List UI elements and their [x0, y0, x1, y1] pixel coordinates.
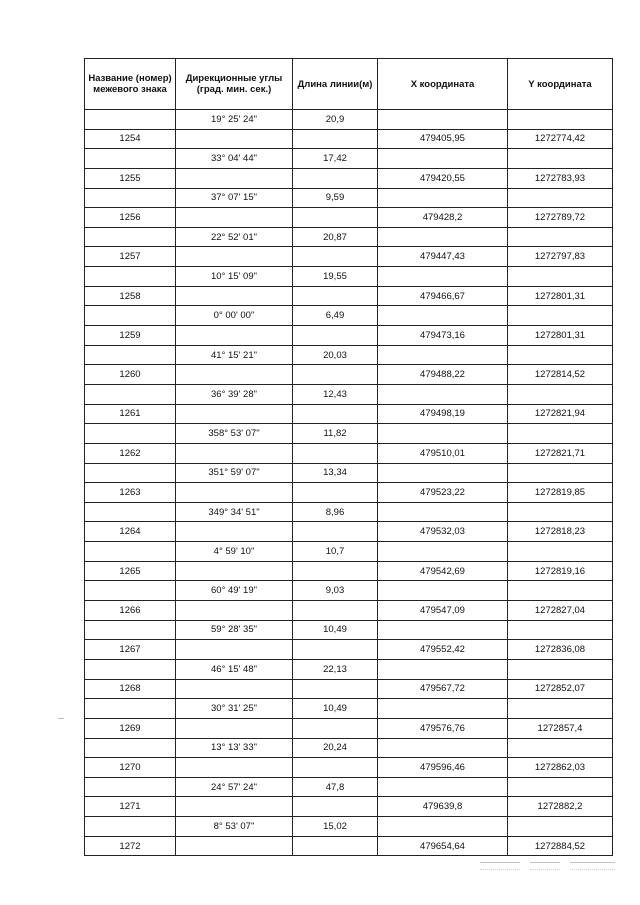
table-row — [85, 149, 613, 169]
cell-mark-name: 1258 — [85, 286, 176, 306]
cell-mark-name — [85, 463, 176, 483]
cell-mark-name: 1256 — [85, 208, 176, 228]
table-row — [85, 659, 613, 679]
cell-y-coordinate: 1272821,94 — [508, 404, 613, 424]
cell-x-coordinate: 479498,19 — [378, 404, 508, 424]
cell-mark-name: 1260 — [85, 365, 176, 385]
cell-x-coordinate: 479466,67 — [378, 286, 508, 306]
cell-direction-angle — [176, 168, 293, 188]
cell-direction-angle: 37° 07' 15" — [176, 188, 293, 208]
faint-stamp-mark — [480, 856, 620, 874]
cell-mark-name — [85, 227, 176, 247]
cell-y-coordinate: 1272857,4 — [508, 718, 613, 738]
cell-mark-name — [85, 502, 176, 522]
cell-direction-angle: 0° 00' 00" — [176, 306, 293, 326]
table-row — [85, 286, 613, 306]
cell-x-coordinate — [378, 306, 508, 326]
cell-mark-name — [85, 738, 176, 758]
cell-mark-name: 1268 — [85, 679, 176, 699]
cell-y-coordinate — [508, 384, 613, 404]
cell-mark-name — [85, 659, 176, 679]
cell-direction-angle: 358° 53' 07" — [176, 424, 293, 444]
cell-mark-name: 1263 — [85, 483, 176, 503]
cell-y-coordinate — [508, 227, 613, 247]
cell-y-coordinate — [508, 581, 613, 601]
cell-line-length: 12,43 — [293, 384, 378, 404]
table-row — [85, 208, 613, 228]
cell-mark-name: 1261 — [85, 404, 176, 424]
table-body — [85, 110, 613, 856]
cell-line-length — [293, 640, 378, 660]
cell-direction-angle: 22° 52' 01" — [176, 227, 293, 247]
cell-x-coordinate — [378, 227, 508, 247]
table-row — [85, 463, 613, 483]
cell-y-coordinate: 1272797,83 — [508, 247, 613, 267]
cell-y-coordinate — [508, 463, 613, 483]
cell-line-length: 19,55 — [293, 267, 378, 287]
cell-line-length: 13,34 — [293, 463, 378, 483]
table-row — [85, 581, 613, 601]
cell-x-coordinate: 479552,42 — [378, 640, 508, 660]
document-sheet — [84, 58, 612, 856]
cell-line-length: 11,82 — [293, 424, 378, 444]
cell-mark-name — [85, 542, 176, 562]
cell-line-length: 10,7 — [293, 542, 378, 562]
cell-direction-angle: 59° 28' 35" — [176, 620, 293, 640]
cell-mark-name — [85, 384, 176, 404]
cell-mark-name — [85, 777, 176, 797]
cell-line-length — [293, 443, 378, 463]
table-row — [85, 679, 613, 699]
cell-y-coordinate: 1272789,72 — [508, 208, 613, 228]
cell-line-length — [293, 286, 378, 306]
cell-line-length: 9,03 — [293, 581, 378, 601]
cell-mark-name: 1264 — [85, 522, 176, 542]
cell-line-length: 20,87 — [293, 227, 378, 247]
cell-line-length — [293, 718, 378, 738]
cell-y-coordinate — [508, 659, 613, 679]
cell-mark-name — [85, 424, 176, 444]
cell-line-length — [293, 129, 378, 149]
cell-direction-angle: 30° 31' 25" — [176, 699, 293, 719]
cell-mark-name: 1262 — [85, 443, 176, 463]
cell-mark-name — [85, 620, 176, 640]
cell-mark-name — [85, 267, 176, 287]
cell-line-length — [293, 679, 378, 699]
header-mark-name: Название (номер) межевого знака — [85, 59, 176, 110]
cell-direction-angle — [176, 365, 293, 385]
table-row — [85, 483, 613, 503]
cell-mark-name: 1257 — [85, 247, 176, 267]
cell-x-coordinate: 479405,95 — [378, 129, 508, 149]
cell-x-coordinate — [378, 267, 508, 287]
cell-y-coordinate: 1272774,42 — [508, 129, 613, 149]
cell-line-length — [293, 326, 378, 346]
cell-mark-name: 1254 — [85, 129, 176, 149]
cell-direction-angle: 24° 57' 24" — [176, 777, 293, 797]
cell-direction-angle: 46° 15' 48" — [176, 659, 293, 679]
table-row — [85, 384, 613, 404]
cell-x-coordinate: 479542,69 — [378, 561, 508, 581]
cell-direction-angle — [176, 797, 293, 817]
table-header-row — [85, 59, 613, 110]
cell-direction-angle — [176, 718, 293, 738]
table-row — [85, 777, 613, 797]
table-row — [85, 129, 613, 149]
cell-x-coordinate — [378, 699, 508, 719]
cell-line-length — [293, 836, 378, 856]
cell-line-length — [293, 522, 378, 542]
cell-direction-angle: 33° 04' 44" — [176, 149, 293, 169]
table-row — [85, 601, 613, 621]
table-row — [85, 227, 613, 247]
cell-line-length: 20,03 — [293, 345, 378, 365]
cell-direction-angle — [176, 561, 293, 581]
cell-x-coordinate: 479420,55 — [378, 168, 508, 188]
cell-y-coordinate: 1272818,23 — [508, 522, 613, 542]
cell-x-coordinate — [378, 110, 508, 130]
cell-mark-name — [85, 110, 176, 130]
cell-mark-name: 1271 — [85, 797, 176, 817]
cell-x-coordinate — [378, 463, 508, 483]
cell-x-coordinate: 479596,46 — [378, 758, 508, 778]
cell-x-coordinate: 479547,09 — [378, 601, 508, 621]
cell-direction-angle — [176, 601, 293, 621]
cell-mark-name — [85, 817, 176, 837]
cell-y-coordinate: 1272801,31 — [508, 286, 613, 306]
cell-y-coordinate — [508, 306, 613, 326]
cell-x-coordinate — [378, 424, 508, 444]
cell-line-length — [293, 168, 378, 188]
cell-line-length: 20,9 — [293, 110, 378, 130]
cell-mark-name: 1267 — [85, 640, 176, 660]
cell-mark-name — [85, 581, 176, 601]
header-x-coordinate: X координата — [378, 59, 508, 110]
header-y-coordinate: Y координата — [508, 59, 613, 110]
cell-y-coordinate: 1272783,93 — [508, 168, 613, 188]
cell-x-coordinate — [378, 620, 508, 640]
cell-line-length — [293, 758, 378, 778]
cell-x-coordinate: 479523,22 — [378, 483, 508, 503]
cell-direction-angle — [176, 836, 293, 856]
cell-y-coordinate — [508, 188, 613, 208]
cell-direction-angle — [176, 208, 293, 228]
cell-line-length: 17,42 — [293, 149, 378, 169]
cell-direction-angle: 10° 15' 09" — [176, 267, 293, 287]
cell-y-coordinate: 1272819,85 — [508, 483, 613, 503]
margin-mark — [58, 718, 64, 719]
cell-line-length: 20,24 — [293, 738, 378, 758]
header-line-length: Длина линии(м) — [293, 59, 378, 110]
cell-mark-name: 1272 — [85, 836, 176, 856]
cell-y-coordinate — [508, 699, 613, 719]
cell-x-coordinate — [378, 188, 508, 208]
table-row — [85, 797, 613, 817]
cell-direction-angle: 60° 49' 19" — [176, 581, 293, 601]
cell-y-coordinate — [508, 110, 613, 130]
table-row — [85, 542, 613, 562]
cell-y-coordinate: 1272882,2 — [508, 797, 613, 817]
table-row — [85, 345, 613, 365]
cell-x-coordinate — [378, 345, 508, 365]
cell-x-coordinate: 479532,03 — [378, 522, 508, 542]
table-row — [85, 836, 613, 856]
table-row — [85, 247, 613, 267]
cell-line-length — [293, 247, 378, 267]
cell-line-length: 10,49 — [293, 699, 378, 719]
cell-line-length: 47,8 — [293, 777, 378, 797]
cell-direction-angle — [176, 483, 293, 503]
cell-x-coordinate: 479576,76 — [378, 718, 508, 738]
cell-direction-angle — [176, 326, 293, 346]
table-row — [85, 502, 613, 522]
cell-mark-name — [85, 149, 176, 169]
cell-mark-name — [85, 345, 176, 365]
cell-line-length — [293, 601, 378, 621]
table-row — [85, 758, 613, 778]
cell-mark-name: 1269 — [85, 718, 176, 738]
cell-x-coordinate — [378, 817, 508, 837]
cell-x-coordinate: 479639,8 — [378, 797, 508, 817]
cell-y-coordinate: 1272819,16 — [508, 561, 613, 581]
cell-direction-angle: 351° 59' 07" — [176, 463, 293, 483]
cell-mark-name — [85, 306, 176, 326]
cell-x-coordinate — [378, 659, 508, 679]
cell-line-length — [293, 797, 378, 817]
cell-y-coordinate — [508, 149, 613, 169]
cell-x-coordinate: 479488,22 — [378, 365, 508, 385]
table-row — [85, 306, 613, 326]
cell-y-coordinate: 1272852,07 — [508, 679, 613, 699]
cell-direction-angle: 13° 13' 33" — [176, 738, 293, 758]
header-direction-angle: Дирекционные углы (град. мин. сек.) — [176, 59, 293, 110]
table-row — [85, 188, 613, 208]
cell-y-coordinate: 1272862,03 — [508, 758, 613, 778]
cell-line-length — [293, 365, 378, 385]
cell-x-coordinate — [378, 738, 508, 758]
cell-y-coordinate — [508, 424, 613, 444]
cell-direction-angle: 36° 39' 28" — [176, 384, 293, 404]
cell-line-length: 8,96 — [293, 502, 378, 522]
cell-line-length — [293, 483, 378, 503]
cell-line-length: 15,02 — [293, 817, 378, 837]
cell-x-coordinate: 479428,2 — [378, 208, 508, 228]
table-row — [85, 620, 613, 640]
cell-x-coordinate — [378, 542, 508, 562]
cell-line-length: 9,59 — [293, 188, 378, 208]
cell-direction-angle — [176, 679, 293, 699]
table-row — [85, 326, 613, 346]
cell-direction-angle — [176, 758, 293, 778]
cell-y-coordinate — [508, 620, 613, 640]
table-row — [85, 168, 613, 188]
table-row — [85, 640, 613, 660]
cell-direction-angle: 4° 59' 10" — [176, 542, 293, 562]
cell-y-coordinate — [508, 738, 613, 758]
cell-mark-name: 1270 — [85, 758, 176, 778]
table-row — [85, 267, 613, 287]
cell-y-coordinate — [508, 777, 613, 797]
cell-direction-angle — [176, 640, 293, 660]
cell-direction-angle: 19° 25' 24" — [176, 110, 293, 130]
cell-mark-name — [85, 188, 176, 208]
cell-direction-angle — [176, 522, 293, 542]
cell-line-length — [293, 561, 378, 581]
cell-line-length — [293, 404, 378, 424]
table-row — [85, 738, 613, 758]
cell-y-coordinate — [508, 817, 613, 837]
cell-direction-angle — [176, 443, 293, 463]
cell-x-coordinate: 479567,72 — [378, 679, 508, 699]
cell-direction-angle — [176, 129, 293, 149]
cell-mark-name: 1266 — [85, 601, 176, 621]
cell-line-length: 10,49 — [293, 620, 378, 640]
table-row — [85, 110, 613, 130]
cell-direction-angle: 8° 53' 07" — [176, 817, 293, 837]
cell-y-coordinate: 1272801,31 — [508, 326, 613, 346]
cell-direction-angle: 41° 15' 21" — [176, 345, 293, 365]
cell-x-coordinate: 479510,01 — [378, 443, 508, 463]
cell-y-coordinate — [508, 267, 613, 287]
cell-direction-angle — [176, 286, 293, 306]
cell-direction-angle — [176, 404, 293, 424]
cell-y-coordinate: 1272821,71 — [508, 443, 613, 463]
table-row — [85, 522, 613, 542]
table-row — [85, 817, 613, 837]
cell-x-coordinate — [378, 149, 508, 169]
cell-direction-angle: 349° 34' 51" — [176, 502, 293, 522]
cell-mark-name: 1259 — [85, 326, 176, 346]
table-row — [85, 404, 613, 424]
cell-x-coordinate: 479447,43 — [378, 247, 508, 267]
cell-x-coordinate — [378, 581, 508, 601]
table-row — [85, 561, 613, 581]
cell-y-coordinate — [508, 502, 613, 522]
cell-y-coordinate: 1272827,04 — [508, 601, 613, 621]
cell-y-coordinate: 1272814,52 — [508, 365, 613, 385]
table-row — [85, 365, 613, 385]
table-row — [85, 699, 613, 719]
cell-x-coordinate: 479654,64 — [378, 836, 508, 856]
boundary-marks-table — [84, 58, 613, 856]
cell-y-coordinate: 1272884,52 — [508, 836, 613, 856]
cell-line-length — [293, 208, 378, 228]
cell-x-coordinate: 479473,16 — [378, 326, 508, 346]
cell-mark-name: 1265 — [85, 561, 176, 581]
cell-line-length: 22,13 — [293, 659, 378, 679]
cell-y-coordinate: 1272836,08 — [508, 640, 613, 660]
table-row — [85, 424, 613, 444]
cell-y-coordinate — [508, 345, 613, 365]
cell-y-coordinate — [508, 542, 613, 562]
table-row — [85, 718, 613, 738]
cell-x-coordinate — [378, 777, 508, 797]
cell-line-length: 6,49 — [293, 306, 378, 326]
cell-direction-angle — [176, 247, 293, 267]
cell-x-coordinate — [378, 384, 508, 404]
cell-mark-name — [85, 699, 176, 719]
table-row — [85, 443, 613, 463]
cell-mark-name: 1255 — [85, 168, 176, 188]
cell-x-coordinate — [378, 502, 508, 522]
